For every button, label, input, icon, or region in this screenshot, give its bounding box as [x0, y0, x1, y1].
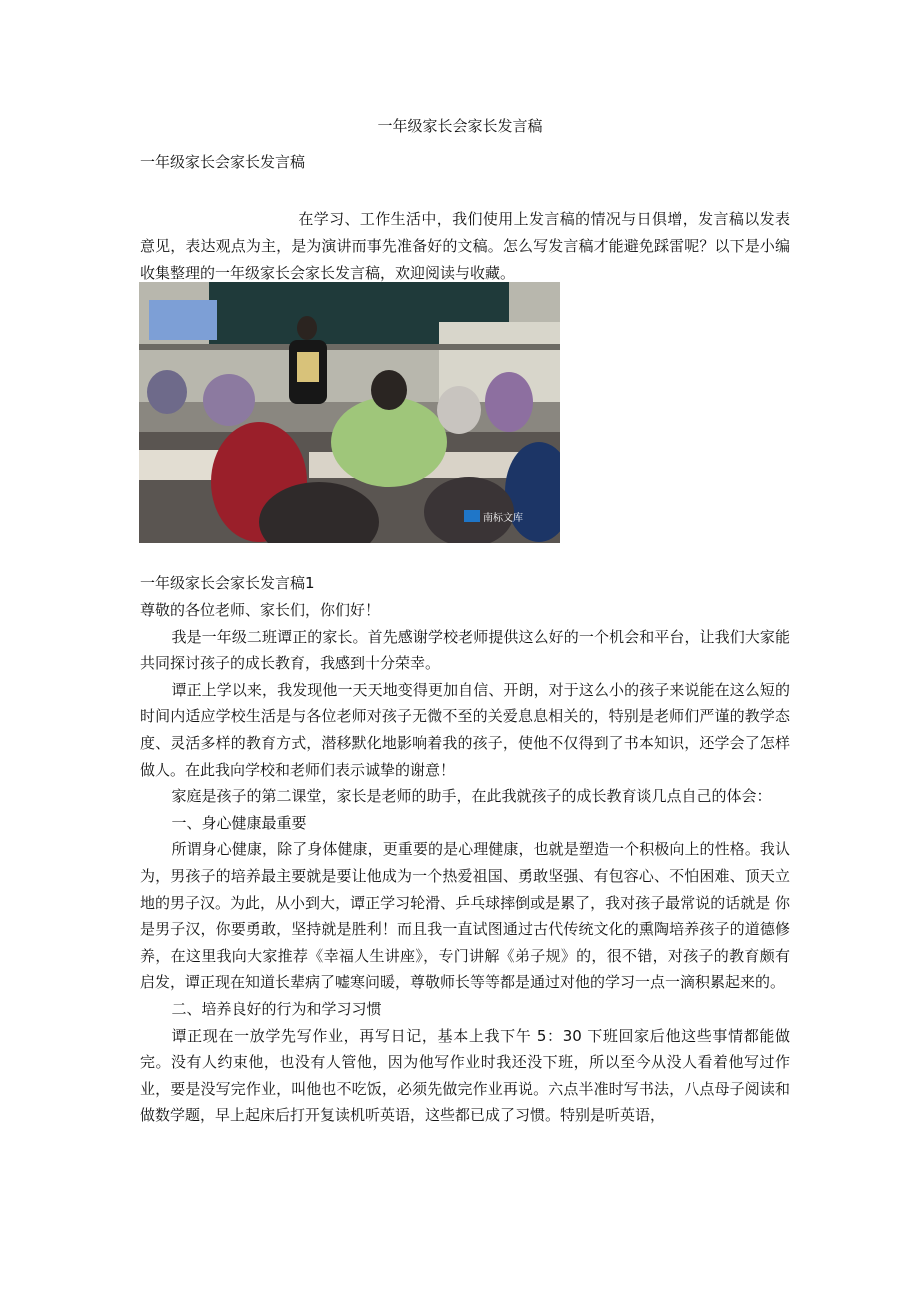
body-paragraph: 所谓身心健康，除了身体健康，更重要的是心理健康，也就是塑造一个积极向上的性格。我认为，男孩子的培养最主要就是要让他成为一个热爱祖国、勇敢坚强、有包容心、不怕困难、顶天立地的男子汉。为此，从小到大，谭正学习轮滑、乒乓球摔倒或是累了，我对孩子最常说的话就是 你是男子汉，你要勇敢，坚持就是胜利！而且我一直试图通过古代传统文化的熏陶培养孩子的道德修养，在这里我向大家推荐《幸福人生讲座》，专门讲解《弟子规》的，很不错，对孩子的教育颇有启发，谭正现在知道长辈病了嘘寒问暖，尊敬师长等等都是通过对他的学习一点一滴积累起来的。	[140, 840, 790, 992]
intro-paragraph	[140, 206, 790, 287]
speech-body	[140, 597, 790, 1129]
body-paragraph: 我是一年级二班谭正的家长。首先感谢学校老师提供这么好的一个机会和平台，让我们大家能共同探讨孩子的成长教育，我感到十分荣幸。	[140, 627, 790, 673]
section-heading: 二、培养良好的行为和学习习惯	[171, 999, 382, 1018]
intro-text: 在学习、工作生活中，我们使用上发言稿的情况与日俱增，发言稿以发表意见，表达观点为主，是为演讲而事先准备好的文稿。怎么写发言稿才能避免踩雷呢？以下是小编收集整理的一年级家长会家长发言稿，欢迎阅读与收藏。	[140, 210, 790, 282]
section-title: 一年级家长会家长发言稿1	[140, 574, 315, 592]
greeting-line: 尊敬的各位老师、家长们，你们好！	[140, 601, 381, 619]
classroom-photo	[139, 282, 560, 543]
classroom-photo-illustration	[139, 282, 560, 543]
document-subtitle: 一年级家长会家长发言稿	[140, 153, 306, 171]
body-paragraph: 谭正现在一放学先写作业，再写日记，基本上我下午 5：30 下班回家后他这些事情都能做完。没有人约束他，也没有人管他，因为他写作业时我还没下班，所以至今从没人看着他写过作业，要是没写完作业，叫他也不吃饭，必须先做完作业再说。六点半准时写书法，八点母子阅读和做数学题，早上起床后打开复读机听英语，这些都已成了习惯。特别是听英语，	[140, 1026, 790, 1125]
document-title: 一年级家长会家长发言稿	[377, 117, 543, 135]
section-heading: 一、身心健康最重要	[171, 813, 307, 832]
body-paragraph: 谭正上学以来，我发现他一天天地变得更加自信、开朗，对于这么小的孩子来说能在这么短的时间内适应学校生活是与各位老师对孩子无微不至的关爱息息相关的，特别是老师们严谨的教学态度、灵活多样的教育方式，潜移默化地影响着我的孩子，使他不仅得到了书本知识，还学会了怎样做人。在此我向学校和老师们表示诚挚的谢意！	[140, 680, 790, 779]
photo-watermark: 南标文库	[483, 513, 523, 524]
body-paragraph: 家庭是孩子的第二课堂，家长是老师的助手，在此我就孩子的成长教育谈几点自己的体会：	[171, 787, 772, 806]
